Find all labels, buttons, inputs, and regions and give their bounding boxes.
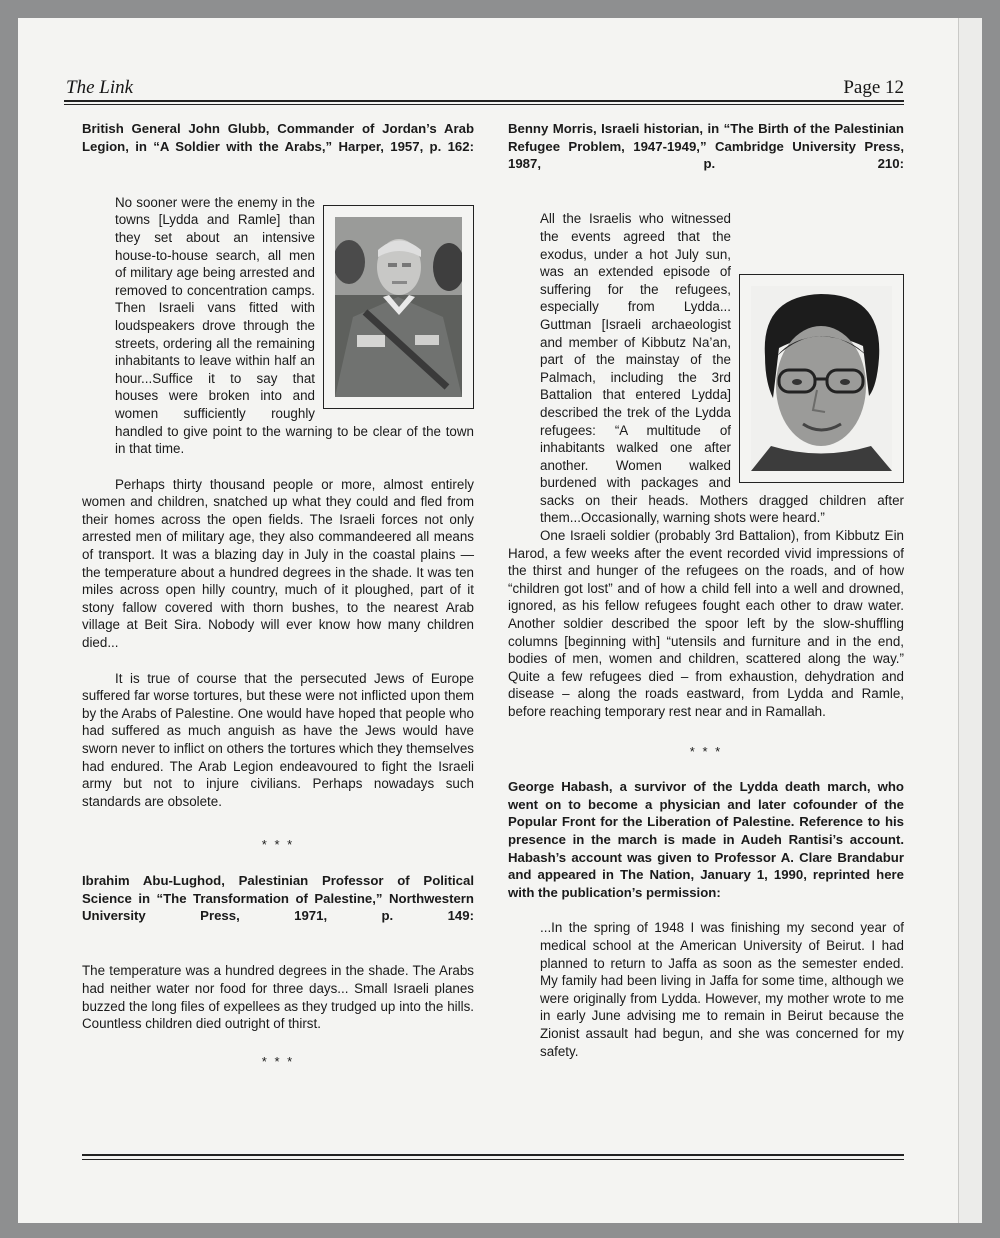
morris-portrait	[751, 286, 892, 471]
morris-paragraph-1: All the Israelis who witnessed the events agreed that the exodus, under a hot July sun, was an extended episode of suffering for the refugees, especially from Lydda... Guttman [Israeli archaeologist and member of Kibbutz Na’an, part of the mainstay of the Palmach, including the 3rd Battalion that entered Lydda] described the trek of the Lydda refugees: “A multitude of inhabitants walked one after another. Women walked burdened with packages and sacks on their heads. Mothers dragged children after them...Occasionally, warning shots were heard.”	[540, 211, 904, 526]
header-rule-thin	[64, 104, 904, 105]
glubb-paragraph-3: It is true of course that the persecuted Jews of Europe suffered far worse tortures, but these were not inflicted upon them by the Arabs of Palestine. One would have hoped that people who had suffered as much anguish as have the Jews would have sworn never to inflict on others the tortures which they themselves had endured. The Arab Legion endeavoured to fight the Israeli army but not to injure civilians. Perhaps nowadays such standards are obsolete.	[82, 670, 474, 809]
header-rule	[64, 100, 904, 102]
morris-quote	[508, 210, 904, 527]
glubb-paragraph-2: Perhaps thirty thousand people or more, almost entirely women and children, snatched up what they could and fled from their homes across the open fields. The Israeli forces not only arrested men of military age, they also commandeered all means of transport. It was a blazing day in July in the coastal plains — the temperature about a hundred degrees in the shade. It was ten miles across open hilly country, much of it ploughed, part of it stony fallow covered with thorn bushes, to the nearest Arab village at Beit Sira. Nobody will ever know how many children died...	[82, 476, 474, 651]
glubb-heading: British General John Glubb, Commander of Jordan’s Arab Legion, in “A Soldier with the Arabs,” Harper, 1957, p. 162:	[82, 121, 474, 154]
page-number: Page 12	[843, 77, 904, 98]
morris-photo-frame	[739, 274, 904, 483]
publication-title: The Link	[66, 77, 134, 98]
footer-rule-thin	[82, 1159, 904, 1160]
section-separator: * * *	[261, 1053, 295, 1069]
habash-paragraph: ...In the spring of 1948 I was finishing my second year of medical school at the American University of Beirut. I had planned to return to Jaffa as soon as the semester ended. My family had been living in Jaffa for some time, although we were originally from Lydda. However, my mother wrote to me in early June advising me to remain in Beirut because the Zionist assault had begun, and she was concerned for my safety.	[540, 920, 904, 1059]
glubb-photo-frame	[323, 205, 474, 409]
glubb-portrait	[335, 217, 462, 397]
left-column	[82, 120, 474, 1070]
next-page-edge	[958, 18, 982, 1223]
morris-heading: Benny Morris, Israeli historian, in “The Birth of the Palestinian Refugee Problem, 1947-1949,” Cambridge University Press, 1987, p. 210:	[508, 121, 904, 172]
section-separator: * * *	[261, 837, 295, 853]
section-separator: * * *	[689, 743, 723, 759]
glubb-paragraph-1: No sooner were the enemy in the towns [Lydda and Ramle] than they set about an intensive house-to-house search, all men of military age being arrested and removed to concentration camps. Then Israeli vans fitted with loudspeakers drove through the streets, ordering all the remaining inhabitants to leave within half an hour...Suffice it to say that houses were broken into and women sufficiently roughly handled to give point to the warning to be clear of the town in that time.	[115, 194, 474, 457]
right-column	[508, 120, 904, 1060]
morris-paragraph-2: One Israeli soldier (probably 3rd Battalion), from Kibbutz Ein Harod, a few weeks after the event recorded vivid impressions of the thirst and hunger of the refugees on the roads, and of how “children got lost” and of how a child fell into a well and drowned, ignored, as his fellow refugees fought each other to draw water. Another soldier described the spoor left by the slow-shuffling columns [beginning with] “utensils and furniture and in the end, bodies of men, women and children, scattered along the way.” Quite a few refugees died – from exhaustion, dehydration and disease – along the roads eastward, from Lydda and Ramle, before reaching temporary rest near and in Ramallah.	[508, 528, 904, 719]
masthead	[64, 60, 904, 100]
abu-lughod-paragraph: The temperature was a hundred degrees in the shade. The Arabs had neither water nor food for three days... Small Israeli planes buzzed the long files of expellees as they trudged up into the hills. Countless children died outright of thirst.	[82, 963, 474, 1032]
abu-lughod-heading: Ibrahim Abu-Lughod, Palestinian Professor of Political Science in “The Transformation of Palestine,” Northwestern University Press, 1971, p. 149:	[82, 872, 474, 924]
glubb-quote	[82, 194, 474, 458]
footer-rule	[82, 1154, 904, 1156]
habash-heading: George Habash, a survivor of the Lydda death march, who went on to become a physician and later cofounder of the Popular Front for the Liberation of Palestine. Reference to his presence in the march is made in Audeh Rantisi’s account. Habash’s account was given to Professor A. Clare Brandabur and appeared in The Nation, January 1, 1990, reprinted here with the publication’s permission:	[508, 779, 904, 900]
